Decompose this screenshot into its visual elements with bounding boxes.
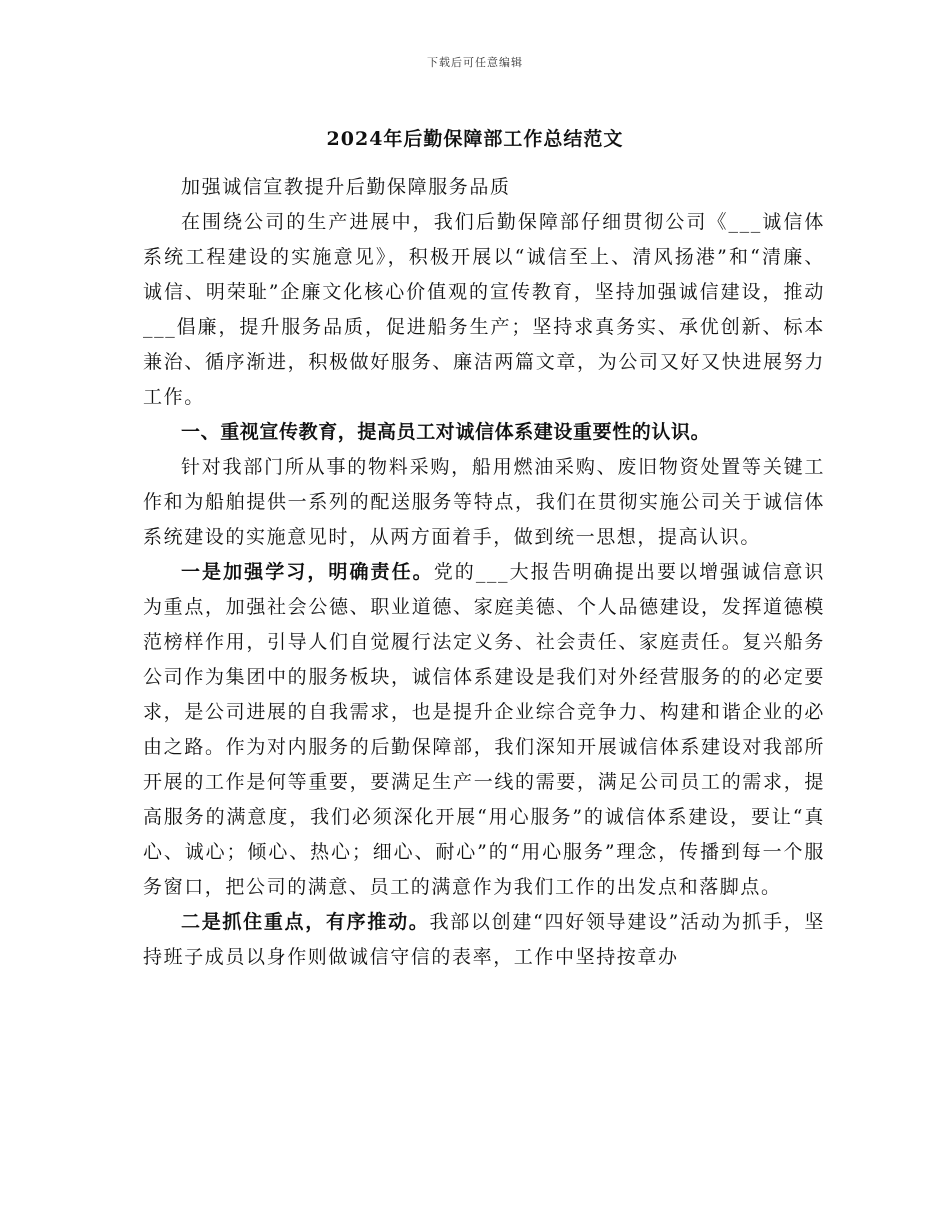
point-2-paragraph	[143, 905, 825, 975]
section-1-paragraph: 针对我部门所从事的物料采购，船用燃油采购、废旧物资处置等关键工作和为船舶提供一系列的配送服务等特点，我们在贯彻实施公司关于诚信体系统建设的实施意见时，从两方面着手，做到统一思想，提高认识。	[143, 456, 825, 548]
point-2-lead: 二是抓住重点，有序推动。	[181, 911, 430, 933]
intro-paragraph: 在围绕公司的生产进展中，我们后勤保障部仔细贯彻公司《___诚信体系统工程建设的实施意见》，积极开展以“诚信至上、清风扬港”和“清廉、诚信、明荣耻”企廉文化核心价值观的宣传教育，坚持加强诚信建设，推动___倡廉，提升服务品质，促进船务生产；坚持求真务实、承优创新、标本兼治、循序渐进，积极做好服务、廉洁两篇文章，为公司又好又快进展努力工作。	[143, 211, 825, 408]
point-2-body: 我部以创建“四好领导建设”活动为抓手，坚持班子成员以身作则做诚信守信的表率，工作中坚持按章办	[143, 911, 826, 968]
point-1-body: 党的___大报告明确提出要以增强诚信意识为重点，加强社会公德、职业道德、家庭美德、个人品德建设，发挥道德模范榜样作用，引导人们自觉履行法定义务、社会责任、家庭责任。复兴船务公司作为集团中的服务板块，诚信体系建设是我们对外经营服务的的必定要求，是公司进展的自我需求，也是提升企业综合竞争力、构建和谐企业的必由之路。作为对内服务的后勤保障部，我们深知开展诚信体系建设对我部所开展的工作是何等重要，要满足生产一线的需要，满足公司员工的需求，提高服务的满意度，我们必须深化开展“用心服务”的诚信体系建设，要让“真心、诚心；倾心、热心；细心、耐心”的“用心服务”理念，传播到每一个服务窗口，把公司的满意、员工的满意作为我们工作的出发点和落脚点。	[143, 561, 825, 898]
page-header-note: 下载后可任意编辑	[427, 56, 523, 69]
subtitle-paragraph: 加强诚信宣教提升后勤保障服务品质	[181, 176, 511, 198]
point-1-lead: 一是加强学习，明确责任。	[181, 561, 434, 583]
document-title: 2024年后勤保障部工作总结范文	[326, 128, 624, 150]
section-1-heading: 一、重视宣传教育，提高员工对诚信体系建设重要性的认识。	[181, 421, 711, 443]
point-1-paragraph	[143, 555, 825, 905]
document-body	[143, 170, 825, 975]
